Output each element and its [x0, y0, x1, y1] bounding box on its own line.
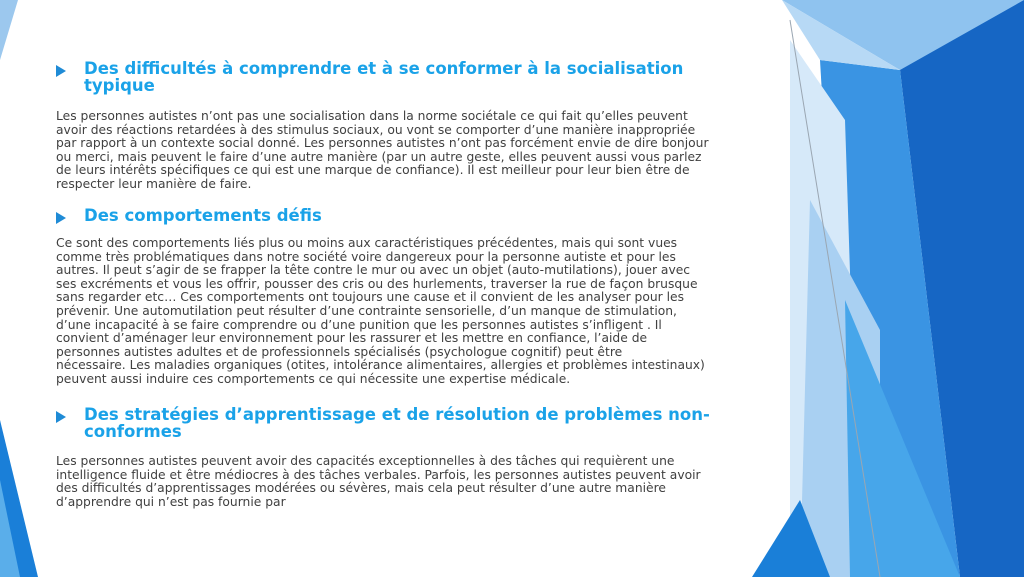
- triangle-bullet-icon: [56, 212, 66, 224]
- text-line: nécessaire. Les maladies organiques (otites, intolérance alimentaires, allergies et problèmes intestinaux): [56, 358, 705, 373]
- text-line: Ce sont des comportements liés plus ou moins aux caractéristiques précédentes, mais qui sont vues: [56, 236, 678, 250]
- triangle-bullet-icon: [56, 411, 66, 423]
- heading-text: Des stratégies d’apprentissage et de résolution de problèmes non-conformes: [84, 405, 710, 441]
- text-line: Les personnes autistes peuvent avoir des capacités exceptionnelles à des tâches qui requièrent une: [56, 454, 675, 468]
- section-heading-1: [56, 60, 724, 94]
- heading-text: Des comportements défis: [84, 206, 322, 225]
- section-paragraph-1: [56, 110, 772, 192]
- text-line: convient d’aménager leur environnement pour les rassurer et les mettre en confiance, l’aide de: [56, 331, 648, 346]
- deco-left-top: [0, 0, 18, 60]
- section-paragraph-3: [56, 455, 772, 509]
- text-line: respecter leur manière de faire.: [56, 176, 252, 191]
- text-line: ou merci, mais peuvent le faire d’une autre manière (par un autre geste, elles peuvent aussi vous parlez: [56, 149, 702, 164]
- triangle-bullet-icon: [56, 65, 66, 77]
- text-line: avoir des réactions retardées à des stimulus sociaux, ou vont se comporter d’une manière inappropriée: [56, 122, 696, 137]
- text-line: prévenir. Une automutilation peut résulter d’une contrainte sensorielle, d’un manque de stimulation,: [56, 303, 677, 318]
- text-line: d’une incapacité à se faire comprendre ou d’une punition que les personnes autistes s’infligent . Il: [56, 317, 662, 332]
- text-line: comme très problématiques dans notre société voire dangereux pour la personne autiste et pour les: [56, 249, 676, 264]
- text-line: personnes autistes adultes et de professionnels spécialisés (psychologue cognitif) peut être: [56, 344, 623, 359]
- section-heading-3: [56, 406, 724, 440]
- section-paragraph-2: [56, 237, 772, 387]
- text-line: sans regarder etc… Ces comportements ont toujours une cause et il convient de les analyser pour les: [56, 290, 685, 305]
- heading-text: Des difficultés à comprendre et à se conformer à la socialisation typique: [84, 59, 684, 95]
- text-line: par rapport à un contexte social donné. Les personnes autistes n’ont pas forcément envie de dire bonjour: [56, 136, 709, 151]
- text-line: Les personnes autistes n’ont pas une socialisation dans la norme sociétale ce qui fait qu’elles peuvent: [56, 109, 688, 123]
- text-line: intelligence fluide et être médiocres à des tâches verbales. Parfois, les personnes autistes peuvent avoir: [56, 467, 701, 482]
- text-line: de leurs intérêts spécifiques ce qui est une marque de confiance). Il est meilleur pour leur bien être de: [56, 163, 690, 178]
- text-line: d’apprendre qui n’est pas fournie par: [56, 494, 286, 509]
- text-line: ses excréments et vous les offrir, pousser des cris ou des hurlements, traverser la rue de façon brusque: [56, 276, 698, 291]
- text-line: peuvent aussi induire ces comportements ce qui nécessite une expertise médicale.: [56, 371, 571, 386]
- section-heading-2: [56, 207, 724, 224]
- text-line: des difficultés d’apprentissages modérées ou sévères, mais cela peut résulter d’une autre manière: [56, 481, 666, 496]
- text-line: autres. Il peut s’agir de se frapper la tête contre le mur ou avec un objet (auto-mutilations), jouer avec: [56, 263, 691, 278]
